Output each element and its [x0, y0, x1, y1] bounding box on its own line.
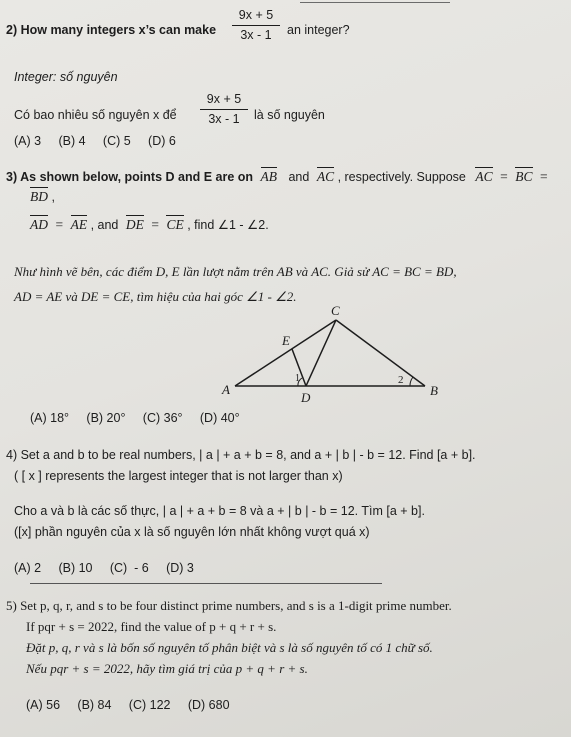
- q3-segment-de: DE: [125, 217, 144, 232]
- top-rule: [300, 2, 450, 3]
- q5-vi-line-1: Đặt p, q, r và s là bốn số nguyên tố phân biệt và s là số nguyên tố có 1 chữ số.: [26, 640, 433, 655]
- q3-segment-bc: BC: [515, 169, 533, 184]
- q3-intro: 3) As shown below, points D and E are on: [6, 170, 254, 184]
- q3-equals-1: =: [500, 169, 508, 184]
- q3-and-2: , and: [90, 218, 119, 232]
- q2-vi-fraction-denominator: 3x - 1: [208, 112, 240, 126]
- q2-vi-suffix: là số nguyên: [254, 108, 325, 122]
- q2-vi-fraction-numerator: 9x + 5: [200, 92, 248, 110]
- section-rule: [30, 583, 382, 584]
- q4-options: (A) 2 (B) 10 (C) - 6 (D) 3: [14, 561, 194, 575]
- q2-question-suffix: an integer?: [287, 23, 350, 37]
- triangle-figure: [0, 300, 571, 420]
- vertex-b-label: B: [430, 383, 438, 398]
- vertex-c-label: C: [331, 303, 340, 318]
- q2-question-prefix: 2) How many integers x’s can make: [6, 23, 217, 37]
- q3-and: and: [288, 170, 310, 184]
- q3-segment-ab: AB: [260, 169, 277, 184]
- angle-2-arc: [410, 377, 413, 386]
- q3-equals-3: =: [55, 217, 64, 232]
- q5-options: (A) 56 (B) 84 (C) 122 (D) 680: [26, 698, 230, 712]
- q3-line-3: [30, 217, 269, 233]
- q4-line-2: ( [ x ] represents the largest integer that is not larger than x): [14, 469, 343, 483]
- q3-segment-ad: AD: [30, 217, 48, 232]
- q5-line-1: 5) Set p, q, r, and s to be four distinct prime numbers, and s is a 1-digit prime number.: [6, 598, 452, 613]
- q3-options: (A) 18° (B) 20° (C) 36° (D) 40°: [30, 411, 240, 425]
- q3-segment-ac-2: AC: [475, 169, 493, 184]
- q3-equals-2: =: [539, 169, 548, 184]
- vertex-d-label: D: [301, 390, 311, 405]
- q3-segment-bd: BD: [30, 189, 48, 204]
- q3-vi-line-1: Như hình vẽ bên, các điểm D, E lần lượt nằm trên AB và AC. Giả sử AC = BC = BD,: [14, 264, 457, 279]
- q2-fraction: [232, 8, 280, 43]
- angle-2-label: 2: [398, 374, 404, 386]
- q2-vi-prefix: Có bao nhiêu số nguyên x để: [14, 108, 177, 122]
- q3-segment-ac: AC: [316, 169, 335, 184]
- q3-find: , find ∠1 - ∠2.: [187, 218, 269, 232]
- q2-fraction-numerator: 9x + 5: [232, 8, 280, 26]
- q2-vi-fraction: [200, 92, 248, 127]
- q3-segment-ae: AE: [70, 217, 88, 232]
- q3-segment-ce: CE: [166, 217, 184, 232]
- segment-c-b: [336, 320, 425, 386]
- q2-fraction-denominator: 3x - 1: [240, 28, 272, 42]
- q4-line-1: 4) Set a and b to be real numbers, | a | + a + b = 8, and a + | b | - b = 12. Find [a + b].: [6, 448, 476, 462]
- q5-vi-line-2: Nếu pqr + s = 2022, hãy tìm giá trị của p + q + r + s.: [26, 661, 308, 676]
- q3-line-2: [30, 189, 55, 205]
- vertex-a-label: A: [222, 382, 230, 397]
- q4-vi-line-1: Cho a và b là các số thực, | a | + a + b = 8 và a + | b | - b = 12. Tìm [a + b].: [14, 504, 425, 518]
- q3-equals-4: =: [151, 217, 159, 232]
- q2-options: (A) 3 (B) 4 (C) 5 (D) 6: [14, 134, 176, 148]
- q3-suppose: , respectively. Suppose: [337, 170, 466, 184]
- angle-1-label: 1: [295, 373, 300, 384]
- q3-line-1: [6, 169, 548, 185]
- vertex-e-label: E: [282, 333, 290, 348]
- q2-vi-heading: Integer: số nguyên: [14, 70, 118, 84]
- q3-comma: ,: [51, 190, 55, 204]
- q5-line-2: If pqr + s = 2022, find the value of p + q + r + s.: [26, 619, 277, 634]
- q3-vi-line-2: AD = AE và DE = CE, tìm hiệu của hai góc ∠1 - ∠2.: [14, 289, 297, 304]
- q4-vi-line-2: ([x] phần nguyên của x là số nguyên lớn nhất không vượt quá x): [14, 525, 370, 539]
